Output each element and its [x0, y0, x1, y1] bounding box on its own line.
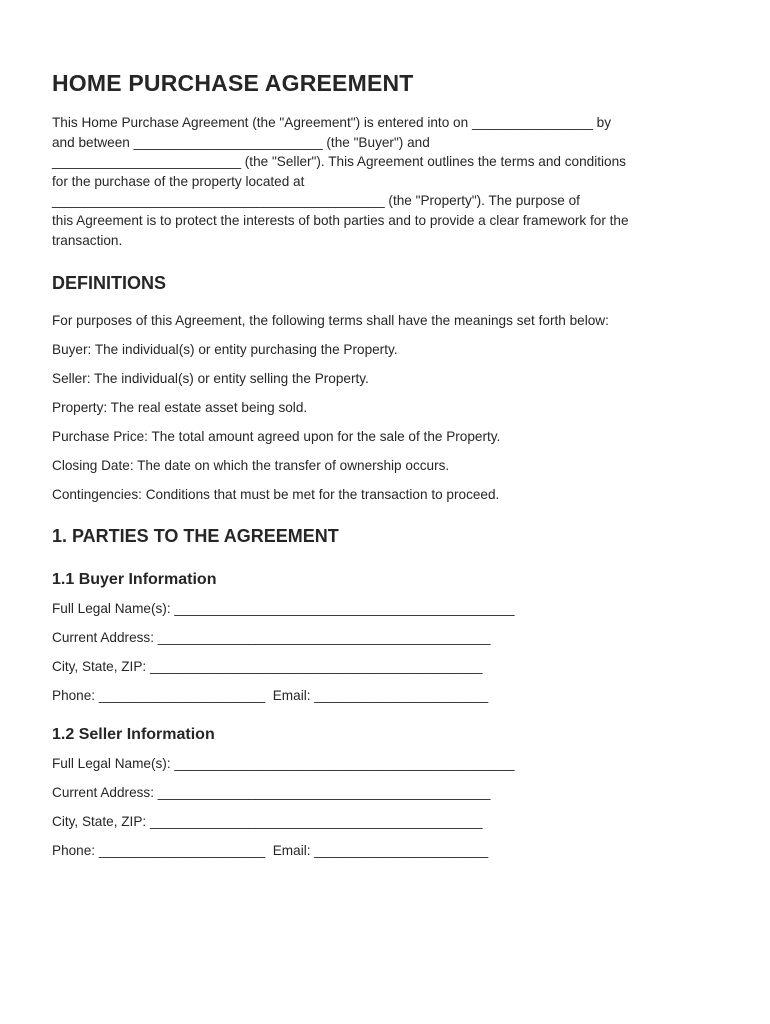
seller-full-name-field: Full Legal Name(s): _____________________________________________ [52, 756, 515, 772]
seller-info-heading: 1.2 Seller Information [52, 726, 215, 744]
buyer-phone-email-field: Phone: ______________________ Email: _______________________ [52, 688, 489, 704]
definitions-list [52, 311, 718, 504]
seller-phone-email-field: Phone: ______________________ Email: _______________________ [52, 843, 489, 859]
seller-info-fields [52, 754, 718, 860]
definition-closing-date: Closing Date: The date on which the transfer of ownership occurs. [52, 458, 450, 474]
document-title: HOME PURCHASE AGREEMENT [52, 70, 414, 96]
definition-buyer: Buyer: The individual(s) or entity purchasing the Property. [52, 342, 398, 358]
definition-property: Property: The real estate asset being sold. [52, 400, 308, 416]
buyer-info-fields [52, 599, 718, 705]
definitions-heading: DEFINITIONS [52, 273, 167, 294]
definition-seller: Seller: The individual(s) or entity selling the Property. [52, 371, 369, 387]
definitions-lead: For purposes of this Agreement, the following terms shall have the meanings set forth below: [52, 313, 609, 329]
intro-paragraph: This Home Purchase Agreement (the "Agreement") is entered into on ________________ by and between _________________________ (the "Buyer") and _________________________ (the "Seller"). This Agreement outlines the terms and conditions for the purchase of the property located at ____________________________________________ (the "Property"). The purpose of this Agreement is to protect the interests of both parties and to provide a clear framework for the transaction. [52, 115, 629, 248]
seller-address-field: Current Address: ____________________________________________ [52, 785, 491, 801]
buyer-info-heading: 1.1 Buyer Information [52, 571, 217, 589]
seller-city-field: City, State, ZIP: ____________________________________________ [52, 814, 483, 830]
definition-contingencies: Contingencies: Conditions that must be met for the transaction to proceed. [52, 487, 500, 503]
buyer-full-name-field: Full Legal Name(s): _____________________________________________ [52, 601, 515, 617]
parties-heading: 1. PARTIES TO THE AGREEMENT [52, 526, 339, 547]
buyer-address-field: Current Address: ____________________________________________ [52, 630, 491, 646]
buyer-city-field: City, State, ZIP: ____________________________________________ [52, 659, 483, 675]
definition-purchase-price: Purchase Price: The total amount agreed upon for the sale of the Property. [52, 429, 501, 445]
